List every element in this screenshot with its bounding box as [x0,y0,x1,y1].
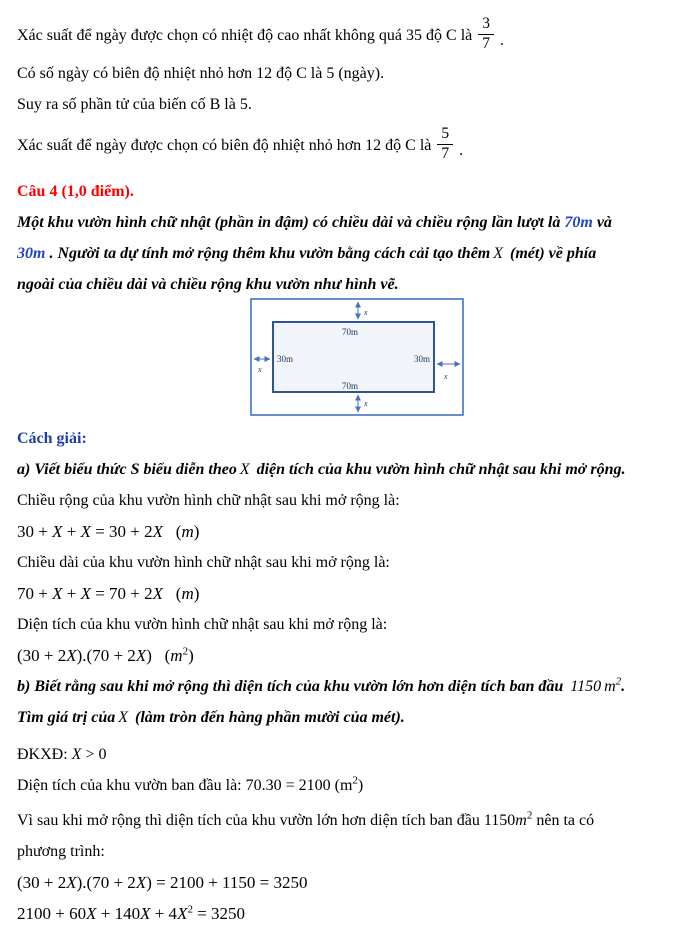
domain-condition [17,739,683,770]
statement-line-2 [17,238,683,269]
part-b-text: b) Biết rằng sau khi mở rộng thì diện tích của khu vườn lớn hơn diện tích ban đầu [17,678,568,695]
width-equation [17,516,683,547]
equation-text: + [62,522,81,541]
part-b-text: Tìm giá trị của [17,709,116,726]
equation-text: ( [163,584,182,603]
question-heading: Câu 4 (1,0 điểm). [17,183,134,200]
initial-area-text: Diện tích của khu vườn ban đầu là: 70.30 = 2100 (m [17,777,353,794]
equation-text: 30 + [17,522,53,541]
fraction-denominator: 7 [482,34,490,52]
prob-line-event-b: Suy ra số phần tử của biến cố B là 5. [17,96,252,113]
variable-x: X [177,904,188,923]
superscript-2: 2 [352,774,358,787]
condition-text: > 0 [81,746,107,763]
area-value: 1150 [570,678,602,695]
unit-m: m [181,584,194,603]
equation-text: + [62,584,81,603]
part-b-heading-1 [17,671,683,702]
unit-m: m [604,678,616,695]
variable-x: X [135,646,147,665]
area-label: Diện tích của khu vườn hình chữ nhật sau khi mở rộng là: [17,616,388,633]
area-equation [17,640,683,671]
width-dimension: 30m [17,245,46,262]
superscript-2: 2 [187,903,193,916]
equation-product [17,867,683,898]
equation-text: ).(70 + 2 [76,873,136,892]
extension-x-right: x [444,372,448,381]
extension-x-bottom: x [364,399,368,408]
variable-x: X [239,461,250,478]
period: . [499,32,504,49]
prob-line-amplitude-text: Xác suất để ngày được chọn có biên độ nhiệt nhỏ hơn 12 độ C là [17,137,432,154]
part-b-heading-2 [17,702,683,733]
variable-x: X [80,522,91,541]
variable-x: X [80,584,91,603]
statement-text: (mét) về phía [506,245,597,262]
variable-x: X [152,584,164,603]
variable-x: X [52,584,63,603]
variable-x: X [66,873,77,892]
reason-line-2: phương trình: [17,843,105,860]
statement-text: và [592,214,612,231]
variable-x: X [86,904,97,923]
prob-line-amplitude-days: Có số ngày có biên độ nhiệt nhỏ hơn 12 độ C là 5 (ngày). [17,65,385,82]
prob-line-max-temp [17,10,683,58]
extension-x-left: x [258,365,262,374]
equation-text: + 140 [96,904,141,923]
garden-figure [250,298,683,418]
variable-x: X [66,646,77,665]
variable-x: X [118,709,129,726]
area-value: 1150 [483,812,516,829]
figure-left-width-label: 30m [277,354,294,364]
variable-x: X [493,245,504,262]
figure-bottom-length-label: 70m [341,381,359,391]
superscript-2: 2 [615,675,622,688]
part-a-text: a) Viết biểu thức S biểu diễn theo [17,461,237,478]
equation-expanded [17,898,683,929]
length-label: Chiều dài của khu vườn hình chữ nhật sau khi mở rộng là: [17,554,390,571]
solution-heading: Cách giải: [17,430,87,447]
reason-text: nên ta có [532,812,595,829]
equation-text: ) ( [146,646,171,665]
equation-text: 2100 + 60 [17,904,87,923]
equation-text: (30 + 2 [17,873,67,892]
equation-text: ) = 2100 + 1150 = 3250 [146,873,308,892]
width-label: Chiều rộng của khu vườn hình chữ nhật sau khi mở rộng là: [17,492,400,509]
part-a-heading [17,454,683,485]
prob-line-max-temp-text: Xác suất để ngày được chọn có nhiệt độ cao nhất không quá 35 độ C là [17,27,473,44]
variable-x: X [152,522,164,541]
fraction-numerator: 3 [478,15,494,34]
condition-text: ĐKXĐ: [17,746,72,763]
statement-text: . Người ta dự tính mở rộng thêm khu vườn bằng cách cải tạo thêm [45,245,491,262]
equation-text: ) [193,584,200,603]
fraction-3-7 [478,15,494,53]
garden-diagram [250,298,464,416]
equation-text: ).(70 + 2 [76,646,136,665]
prob-line-amplitude [17,120,683,168]
fraction-numerator: 5 [437,125,453,144]
equation-text: (30 + 2 [17,646,67,665]
length-equation [17,578,683,609]
initial-area-text: ) [357,777,364,794]
statement-line-1 [17,207,683,238]
figure-top-length-label: 70m [341,327,359,337]
equation-text: ) [193,522,200,541]
equation-text: + 4 [150,904,178,923]
part-b-text: . [621,678,626,695]
unit-m: m [181,522,194,541]
equation-text: = 3250 [192,904,246,923]
part-b-text: (làm tròn đến hàng phần mười của mét). [131,709,405,726]
equation-text: = 70 + 2 [90,584,153,603]
unit-m: m [170,646,183,665]
figure-right-width-label: 30m [413,354,430,364]
period: . [459,142,464,159]
statement-line-3: ngoài của chiều dài và chiều rộng khu vườn như hình vẽ. [17,276,399,293]
initial-area-line [17,770,683,801]
superscript-2: 2 [526,809,533,822]
unit-m: m [515,812,527,829]
equation-text: 70 + [17,584,53,603]
fraction-denominator: 7 [441,144,450,162]
variable-x: X [71,746,82,763]
equation-text: ( [163,522,182,541]
reason-line-1 [17,805,683,836]
extension-x-top: x [364,308,368,317]
fraction-5-7 [437,125,453,163]
variable-x: X [140,904,151,923]
part-a-text: diện tích của khu vườn hình chữ nhật sau khi mở rộng. [252,461,626,478]
superscript-2: 2 [182,645,189,658]
statement-text: Một khu vườn hình chữ nhật (phần in đậm) có chiều dài và chiều rộng lần lượt là [17,214,565,231]
equation-text: = 30 + 2 [90,522,153,541]
variable-x: X [52,522,63,541]
reason-text: Vì sau khi mở rộng thì diện tích của khu vườn lớn hơn diện tích ban đầu [17,812,484,829]
length-dimension: 70m [564,214,593,231]
equation-text: ) [188,646,194,665]
variable-x: X [135,873,147,892]
